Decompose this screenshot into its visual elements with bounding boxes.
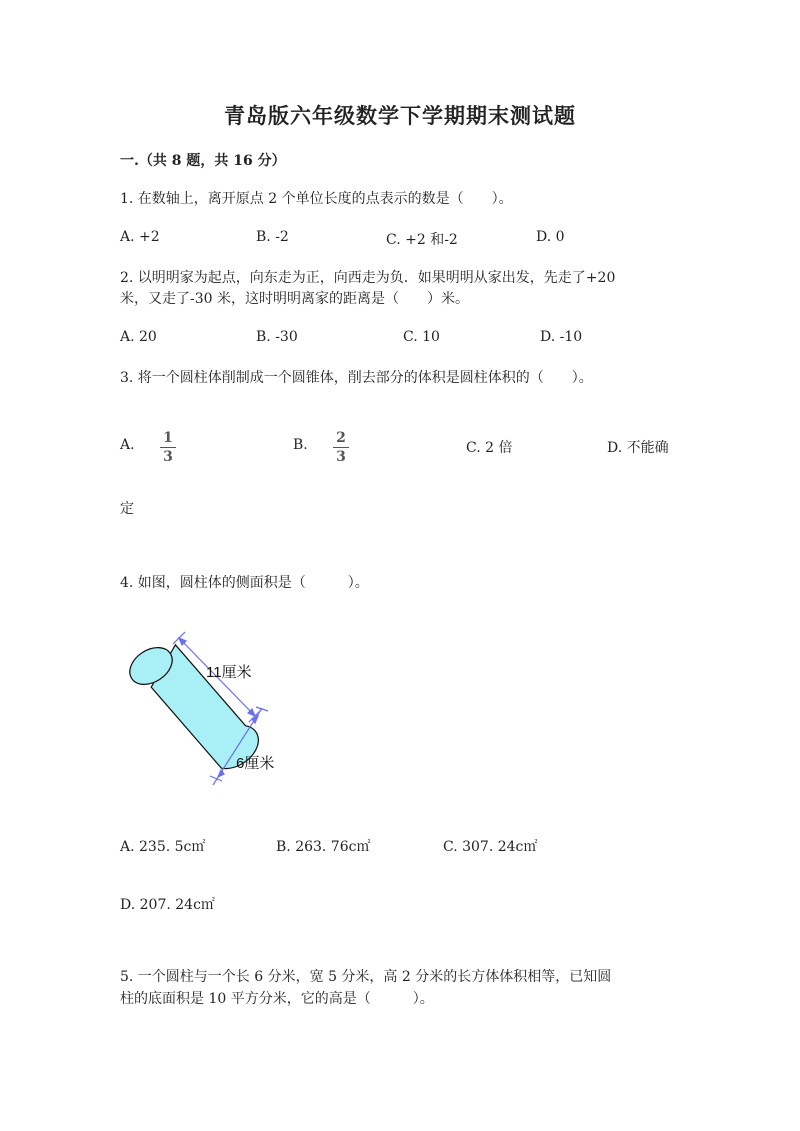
q1-option-a: A. +2: [120, 229, 160, 245]
question-5-line1: 5. 一个圆柱与一个长 6 分米，宽 5 分米，高 2 分米的长方体体积相等，已知圆: [120, 969, 612, 985]
cylinder-diagram: [118, 625, 298, 795]
fraction-denominator: 3: [336, 449, 346, 465]
fraction-bar: [160, 447, 176, 448]
fraction-bar: [333, 447, 349, 448]
q4-option-a: A. 235. 5c㎡: [120, 839, 206, 855]
question-4-text: 4. 如图，圆柱体的侧面积是（ ）。: [120, 575, 369, 591]
question-2-line2: 米，又走了-30 米，这时明明离家的距离是（ ）米。: [120, 291, 469, 307]
question-5-line2: 柱的底面积是 10 平方分米，它的高是（ ）。: [120, 991, 434, 1007]
section-heading: 一.（共 8 题，共 16 分）: [120, 153, 286, 169]
q3-option-c: C. 2 倍: [466, 440, 513, 456]
question-2-line1: 2. 以明明家为起点，向东走为正，向西走为负．如果明明从家出发，先走了+20: [120, 270, 616, 286]
q1-option-c: C. +2 和-2: [386, 232, 458, 248]
page-title: 青岛版六年级数学下学期期末测试题: [224, 103, 576, 128]
question-1-text: 1. 在数轴上，离开原点 2 个单位长度的点表示的数是（ ）。: [120, 191, 513, 207]
q3-option-a-fraction: [160, 431, 176, 464]
fraction-denominator: 3: [163, 449, 173, 465]
length-label: 11厘米: [206, 664, 252, 681]
diameter-label: 6厘米: [236, 755, 275, 772]
q1-option-d: D. 0: [536, 229, 565, 245]
q2-option-c: C. 10: [403, 329, 440, 345]
q2-option-b: B. -30: [256, 329, 298, 345]
q1-option-b: B. -2: [256, 229, 289, 245]
q3-option-b-fraction: [333, 431, 349, 464]
q3-option-d: D. 不能确: [607, 440, 669, 456]
question-3-text: 3. 将一个圆柱体削制成一个圆锥体，削去部分的体积是圆柱体积的（ ）。: [120, 370, 593, 386]
q2-option-d: D. -10: [540, 329, 583, 345]
q4-option-d: D. 207. 24c㎡: [120, 897, 215, 913]
q4-option-c: C. 307. 24c㎡: [443, 839, 538, 855]
q2-option-a: A. 20: [120, 329, 157, 345]
q3-option-b-label: B.: [293, 437, 308, 453]
q3-option-d-continued: 定: [120, 501, 134, 517]
fraction-numerator: 2: [336, 430, 346, 446]
q3-option-a-label: A.: [120, 437, 135, 453]
fraction-numerator: 1: [163, 430, 173, 446]
q4-option-b: B. 263. 76c㎡: [276, 839, 371, 855]
